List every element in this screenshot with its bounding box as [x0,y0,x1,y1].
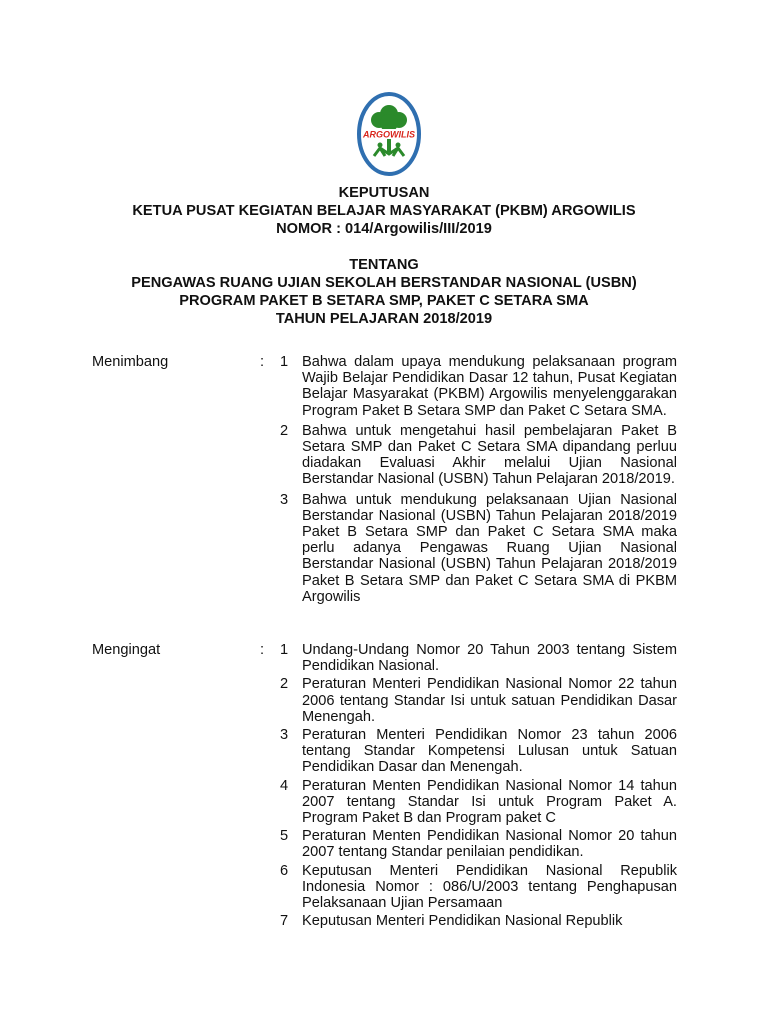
section-mengingat [92,642,692,929]
document-header [0,184,768,328]
section-colon: : [260,642,265,658]
argowilis-logo [356,92,422,176]
list-item: Bahwa dalam upaya mendukung pelaksanaan program Wajib Belajar Pendidikan Dasar 12 tahun, Pusat Kegiatan Belajar Masyarakat (PKBM) Argowilis menyelenggarakan Program Paket B Setara SMP dan Paket C Setara SMA. [302,354,677,419]
item-number: 2 [280,676,289,693]
section-colon: : [260,354,265,370]
header-keputusan: KEPUTUSAN [338,185,430,201]
section-menimbang [92,354,692,605]
item-number: 3 [280,727,289,744]
item-number: 4 [280,777,289,794]
list-item: Undang-Undang Nomor 20 Tahun 2003 tentang Sistem Pendidikan Nasional. [302,642,677,675]
item-number: 3 [280,491,289,508]
header-issuer: KETUA PUSAT KEGIATAN BELAJAR MASYARAKAT (PKBM) ARGOWILIS [132,203,636,219]
list-item: Peraturan Menten Pendidikan Nasional Nomor 14 tahun 2007 tentang Standar Isi untuk Program Paket A. Program Paket B dan Program paket C [302,777,677,827]
header-subject-1: PENGAWAS RUANG UJIAN SEKOLAH BERSTANDAR NASIONAL (USBN) [131,275,637,291]
header-subject-2: PROGRAM PAKET B SETARA SMP, PAKET C SETARA SMA [179,293,589,309]
logo-emblem-icon [356,92,422,176]
item-number: 1 [280,642,289,658]
item-number: 6 [280,862,289,879]
logo-text: ARGOWILIS [363,129,415,140]
section-label: Menimbang [92,354,169,370]
list-item: Peraturan Menteri Pendidikan Nasional Nomor 22 tahun 2006 tentang Standar Isi untuk satuan Pendidikan Dasar Menengah. [302,676,677,725]
list-item: Peraturan Menten Pendidikan Nasional Nomor 20 tahun 2007 tentang Standar penilaian pendidikan. [302,828,677,861]
item-number: 5 [280,828,289,845]
list-item: Keputusan Menteri Pendidikan Nasional Republik [302,913,623,930]
header-number: NOMOR : 014/Argowilis/III/2019 [276,221,492,237]
section-label: Mengingat [92,642,161,658]
list-item: Peraturan Menteri Pendidikan Nomor 23 tahun 2006 tentang Standar Kompetensi Lulusan untuk Satuan Pendidikan Dasar dan Menengah. [302,727,677,776]
item-number: 1 [280,354,289,370]
list-item: Bahwa untuk mengetahui hasil pembelajaran Paket B Setara SMP dan Paket C Setara SMA dipandang perluu diadakan Evaluasi Akhir melalui Ujian Nasional Berstandar Nasional (USBN) Tahun Pelajaran 2018/2019. [302,422,677,488]
header-subject-3: TAHUN PELAJARAN 2018/2019 [275,311,493,327]
header-tentang: TENTANG [349,257,419,273]
list-item: Keputusan Menteri Pendidikan Nasional Republik Indonesia Nomor : 086/U/2003 tentang Penghapusan Pelaksanaan Ujian Persamaan [302,862,677,912]
item-number: 2 [280,422,289,439]
item-number: 7 [280,913,289,930]
list-item: Bahwa untuk mendukung pelaksanaan Ujian Nasional Berstandar Nasional (USBN) Tahun Pelajaran 2018/2019 Paket B Setara SMP dan Paket C Setara SMA maka perlu adanya Pengawas Ruang Ujian Nasional Berstandar Nasional (USBN) Tahun Pelajaran 2018/2019 Paket B Setara SMP dan Paket C Setara SMA di PKBM Argowilis [302,491,677,605]
